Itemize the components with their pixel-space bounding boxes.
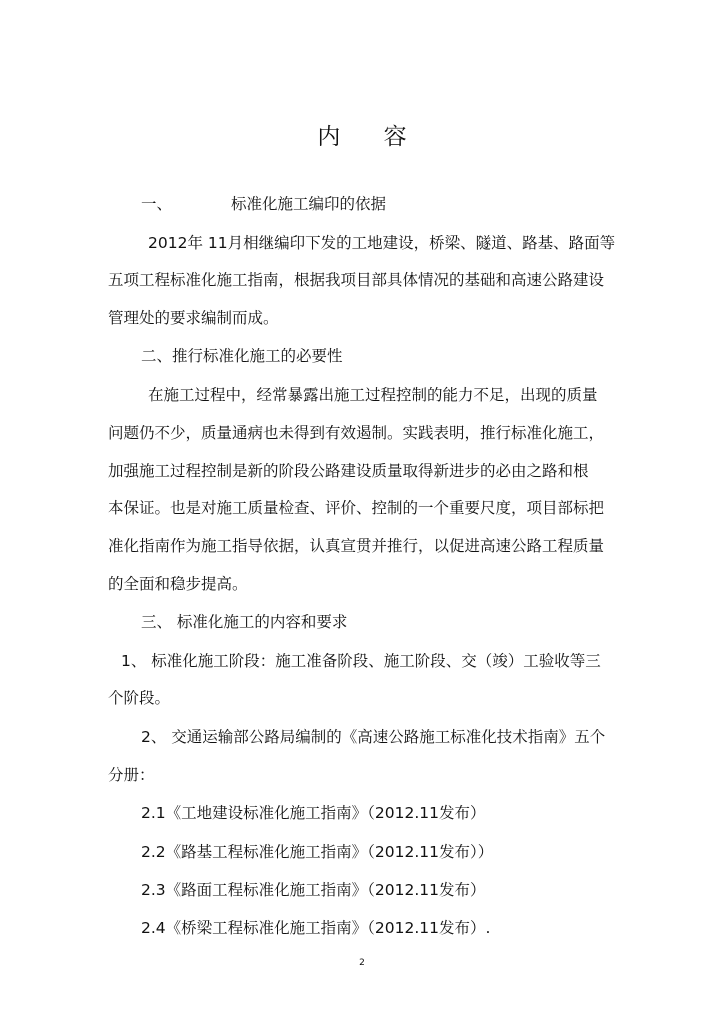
list-item-continuation: 个阶段。 [108,689,171,707]
paragraph-line: 五项工程标准化施工指南，根据我项目部具体情况的基础和高速公路建设 [108,271,605,289]
sub-list-item: 2.3《路面工程标准化施工指南》（2012.11发布） [141,881,486,899]
section-1-number: 一、 [141,195,173,213]
sub-list-item: 2.2《路基工程标准化施工指南》（2012.11发布）） [141,843,494,861]
paragraph-line: 在施工过程中，经常暴露出施工过程控制的能力不足，出现的质量 [148,386,598,404]
paragraph-line: 加强施工过程控制是新的阶段公路建设质量取得新进步的必由之路和根 [108,462,589,480]
sub-list-item: 2.4《桥梁工程标准化施工指南》（2012.11发布）. [141,919,491,937]
section-1-heading: 标准化施工编印的依据 [231,195,387,213]
paragraph-line: 2012年 11月相继编印下发的工地建设，桥梁、隧道、路基、路面等 [148,234,616,252]
paragraph-line: 的全面和稳步提高。 [108,575,248,593]
list-item-continuation: 分册： [108,766,155,784]
paragraph-line: 问题仍不少，质量通病也未得到有效遏制。实践表明，推行标准化施工， [108,424,605,442]
paragraph-line: 准化指南作为施工指导依据，认真宣贯并推行，以促进高速公路工程质量 [108,537,605,555]
section-3-heading: 三、 标准化施工的内容和要求 [141,613,348,631]
list-item: 2、 交通运输部公路局编制的《高速公路施工标准化技术指南》五个 [141,728,606,746]
paragraph-line: 管理处的要求编制而成。 [108,309,279,327]
sub-list-item: 2.1《工地建设标准化施工指南》（2012.11发布） [141,804,486,822]
list-item: 1、 标准化施工阶段：施工准备阶段、施工阶段、交（竣）工验收等三 [121,652,601,670]
paragraph-line: 本保证。也是对施工质量检查、评价、控制的一个重要尺度，项目部标把 [108,499,605,517]
page-title: 内 容 [317,124,425,150]
page-number: 2 [359,958,365,968]
section-2-heading: 二、推行标准化施工的必要性 [141,347,343,365]
